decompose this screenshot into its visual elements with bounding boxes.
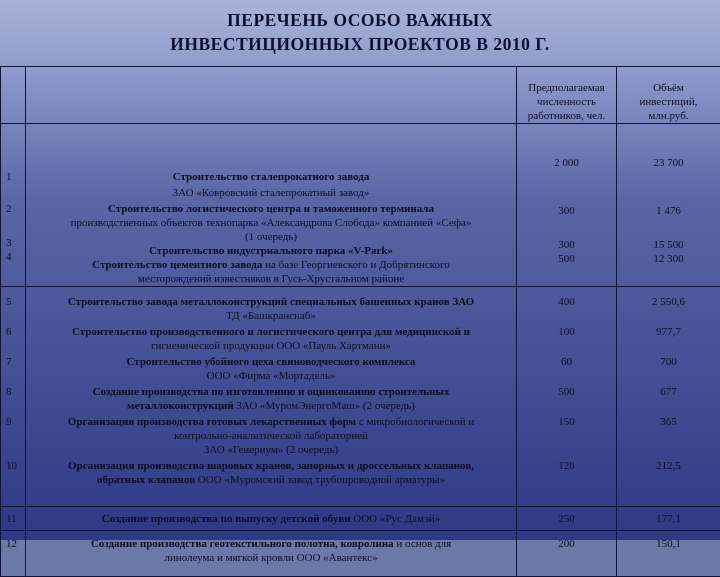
- page-title: [0, 8, 720, 56]
- table-row-block-1: [1, 124, 720, 287]
- project-name-rest: ООО «Рус Дамэй»: [351, 513, 441, 525]
- investment-value: 12 300: [619, 252, 718, 266]
- project-company: гигиенической продукции ООО «Пауль Хартманн»: [28, 339, 514, 353]
- project-name: Строительство логистического центра и таможенного терминала: [28, 202, 514, 216]
- row-number: 9: [6, 415, 23, 459]
- project-name-bold: Создание производства по выпуску детской обуви: [102, 513, 351, 525]
- header-employees: [517, 67, 617, 124]
- project-company: месторождений известняков в Гусь-Хрустальном районе: [28, 272, 514, 286]
- project-name: [28, 537, 514, 551]
- investment-value: 150,1: [617, 531, 720, 577]
- project-name-rest: ЗАО «МуромЭнергоМаш» (2 очередь): [234, 400, 415, 412]
- header-investment-line: Объём: [619, 81, 718, 95]
- investment-value: 365: [619, 415, 718, 459]
- project-company: линолеума и мягкой кровли ООО «Авантекс»: [28, 551, 514, 565]
- table-header-row: [1, 67, 720, 124]
- row-number: 12: [1, 531, 26, 577]
- header-investment-line: млн.руб.: [619, 109, 718, 123]
- project-name: Строительство индустриального парка «V-Park»: [28, 244, 514, 258]
- project-name-11: [26, 507, 517, 531]
- projects-table: [0, 66, 720, 577]
- investment-value: 977,7: [619, 325, 718, 355]
- header-investment-line: инвестиций,: [619, 95, 718, 109]
- project-name: Создание производства по изготовлению и оцинкованию строительных: [28, 385, 514, 399]
- project-name: Организация производства шаровых кранов, запорных и дроссельных клапанов,: [28, 459, 514, 473]
- table-row-block-2: [1, 287, 720, 507]
- project-name: [28, 473, 514, 487]
- title-line-2: ИНВЕСТИЦИОННЫХ ПРОЕКТОВ В 2010 Г.: [0, 32, 720, 56]
- investment-value: 177,1: [617, 507, 720, 531]
- project-name-12: [26, 531, 517, 577]
- row-number: 7: [6, 355, 23, 385]
- investment-value: 15 500: [619, 238, 718, 252]
- employees-value: 500: [519, 252, 614, 266]
- row-number: 4: [6, 250, 23, 264]
- row-number: 10: [6, 459, 23, 473]
- investment-5-10: [617, 287, 720, 507]
- project-name-bold: Строительство цементного завода: [92, 259, 262, 271]
- project-name: Строительство сталепрокатного завода: [28, 170, 514, 184]
- investment-value: 2 550,6: [619, 295, 718, 325]
- project-name: Строительство завода металлоконструкций специальных башенных кранов ЗАО: [28, 295, 514, 309]
- project-name-rest: на базе Георгиевского и Добрятинского: [262, 259, 449, 271]
- project-company: (1 очередь): [28, 230, 514, 244]
- project-company: ЗАО «Ковровский сталепрокатный завод»: [28, 186, 514, 200]
- employees-value: 500: [519, 385, 614, 415]
- title-line-1: ПЕРЕЧЕНЬ ОСОБО ВАЖНЫХ: [0, 8, 720, 32]
- project-name: [28, 258, 514, 272]
- project-name: Строительство производственного и логистического центра для медицинской и: [28, 325, 514, 339]
- table-row-11: [1, 507, 720, 531]
- employees-1-4: [517, 124, 617, 287]
- header-employees-line: численность: [519, 95, 614, 109]
- row-number: 6: [6, 325, 23, 355]
- project-company: контрольно-аналитической лабораторией: [28, 429, 514, 443]
- project-company: ЗАО «Генериум» (2 очередь): [28, 443, 514, 457]
- header-employees-line: Предполагаемая: [519, 81, 614, 95]
- project-company: производственных объектов технопарка «Александрова Слобода» компанией «Сефа»: [28, 216, 514, 230]
- employees-value: 400: [519, 295, 614, 325]
- investment-value: 677: [619, 385, 718, 415]
- employees-value: 250: [517, 507, 617, 531]
- employees-value: 2 000: [519, 156, 614, 170]
- row-number: 11: [1, 507, 26, 531]
- header-num-cell: [1, 67, 26, 124]
- project-name-rest: с микробиологической и: [356, 416, 474, 428]
- row-number: 5: [6, 295, 23, 325]
- employees-value: 200: [517, 531, 617, 577]
- employees-value: 300: [519, 204, 614, 218]
- project-name-bold: металлоконструкций: [127, 400, 234, 412]
- table-row-12: [1, 531, 720, 577]
- employees-value: 60: [519, 355, 614, 385]
- investment-value: 1 476: [619, 204, 718, 218]
- row-number: 1: [6, 170, 23, 184]
- project-name: Строительство убойного цеха свиноводческого комплекса: [28, 355, 514, 369]
- row-numbers-1-4: [1, 124, 26, 287]
- header-investment: [617, 67, 720, 124]
- project-name-bold: Создание производства геотекстильного полотна, ковролина: [91, 538, 394, 550]
- row-number: 3: [6, 236, 23, 250]
- project-name-bold: обратных клапанов: [97, 474, 195, 486]
- employees-value: 300: [519, 238, 614, 252]
- row-numbers-5-10: [1, 287, 26, 507]
- investment-value: 700: [619, 355, 718, 385]
- row-number: 2: [6, 202, 23, 216]
- employees-value: 150: [519, 415, 614, 459]
- project-name-rest: ООО «Муромский завод трубопроводной арматуры»: [195, 474, 445, 486]
- employees-value: 100: [519, 325, 614, 355]
- project-name: [28, 415, 514, 429]
- project-company: ТД «Башкранснаб»: [28, 309, 514, 323]
- header-name-cell: [26, 67, 517, 124]
- investment-1-4: [617, 124, 720, 287]
- project-name-rest: и основ для: [394, 538, 452, 550]
- project-names-5-10: [26, 287, 517, 507]
- header-employees-line: работников, чел.: [519, 109, 614, 123]
- investment-value: 212,5: [619, 459, 718, 473]
- project-name: [28, 399, 514, 413]
- project-name-bold: Организация производства готовых лекарственных форм: [68, 416, 356, 428]
- row-number: 8: [6, 385, 23, 415]
- project-names-1-4: [26, 124, 517, 287]
- employees-5-10: [517, 287, 617, 507]
- project-company: ООО «Фирма «Мортадель»: [28, 369, 514, 383]
- employees-value: 120: [519, 459, 614, 473]
- investment-value: 23 700: [619, 156, 718, 170]
